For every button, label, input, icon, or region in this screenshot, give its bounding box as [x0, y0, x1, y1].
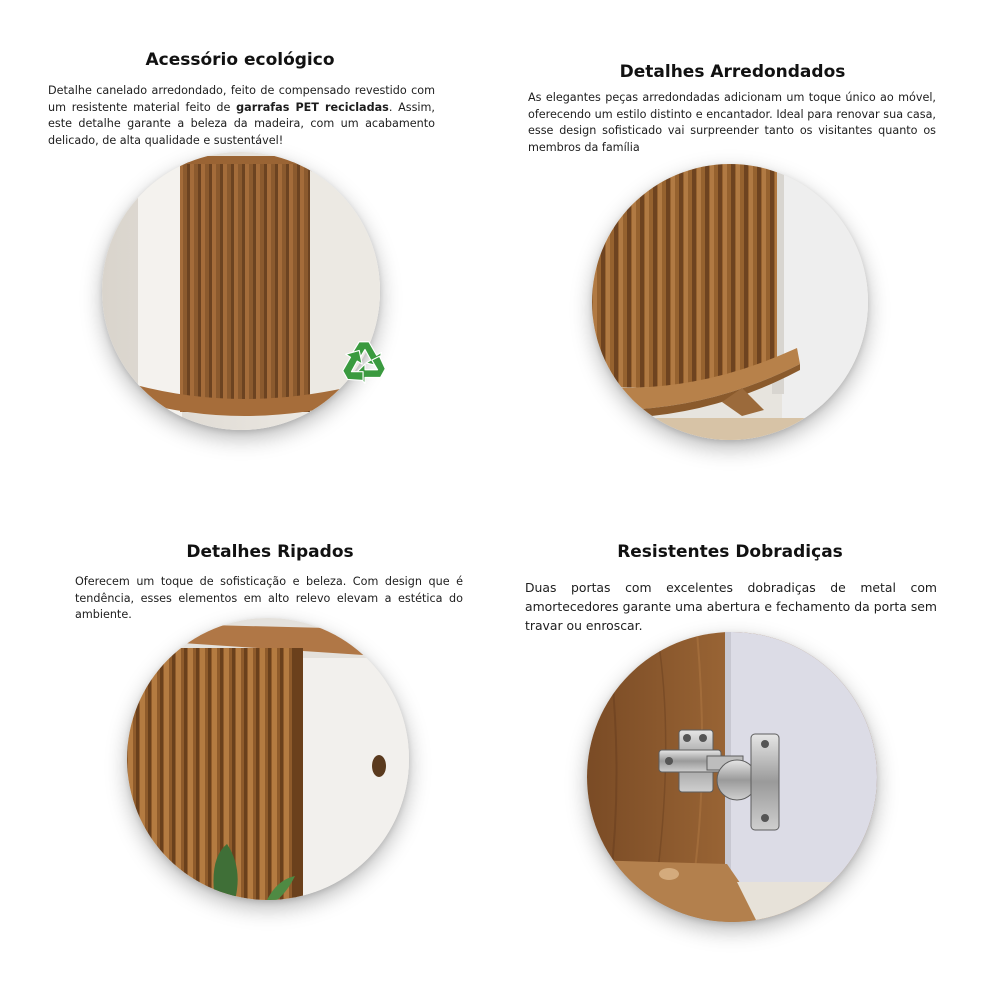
- recycle-icon: [336, 334, 394, 392]
- rounded-cabinet-photo: [592, 164, 868, 440]
- feature-description: Duas portas com excelentes dobradiças de metal com amortecedores garante uma abertura e fechamento da porta sem travar ou enroscar.: [525, 580, 937, 633]
- feature-eco-accessory: [40, 46, 440, 446]
- feature-resistant-hinges: [515, 538, 945, 928]
- feature-title: Detalhes Ripados: [186, 542, 354, 562]
- feature-title: Detalhes Arredondados: [619, 62, 846, 82]
- feature-title: Resistentes Dobradiças: [617, 542, 843, 562]
- hinge-photo: [587, 632, 877, 922]
- feature-rounded-details: [520, 58, 945, 448]
- description-highlight: garrafas PET recicladas: [236, 100, 389, 114]
- slatted-door-photo: [127, 618, 409, 900]
- description-text: . Assim, este detalhe garante a beleza da madeira, com um acabamento delicado, de alta qualidade e sustentável!: [48, 100, 435, 147]
- feature-title: Acessório ecológico: [145, 50, 335, 70]
- feature-description: As elegantes peças arredondadas adicionam um toque único ao móvel, oferecendo um estilo distinto e encantador. Ideal para renovar sua casa, esse design sofisticado vai surpreender tanto os visitantes quanto os membros da família: [528, 91, 936, 154]
- feature-description: Oferecem um toque de sofisticação e beleza. Com design que é tendência, esses elementos em alto relevo elevam a estética do ambiente.: [75, 575, 463, 621]
- feature-description: [48, 83, 435, 149]
- feature-slatted-details: [65, 538, 475, 918]
- description-text: Detalhe canelado arredondado, feito de compensado revestido com um resistente material feito de: [48, 84, 435, 114]
